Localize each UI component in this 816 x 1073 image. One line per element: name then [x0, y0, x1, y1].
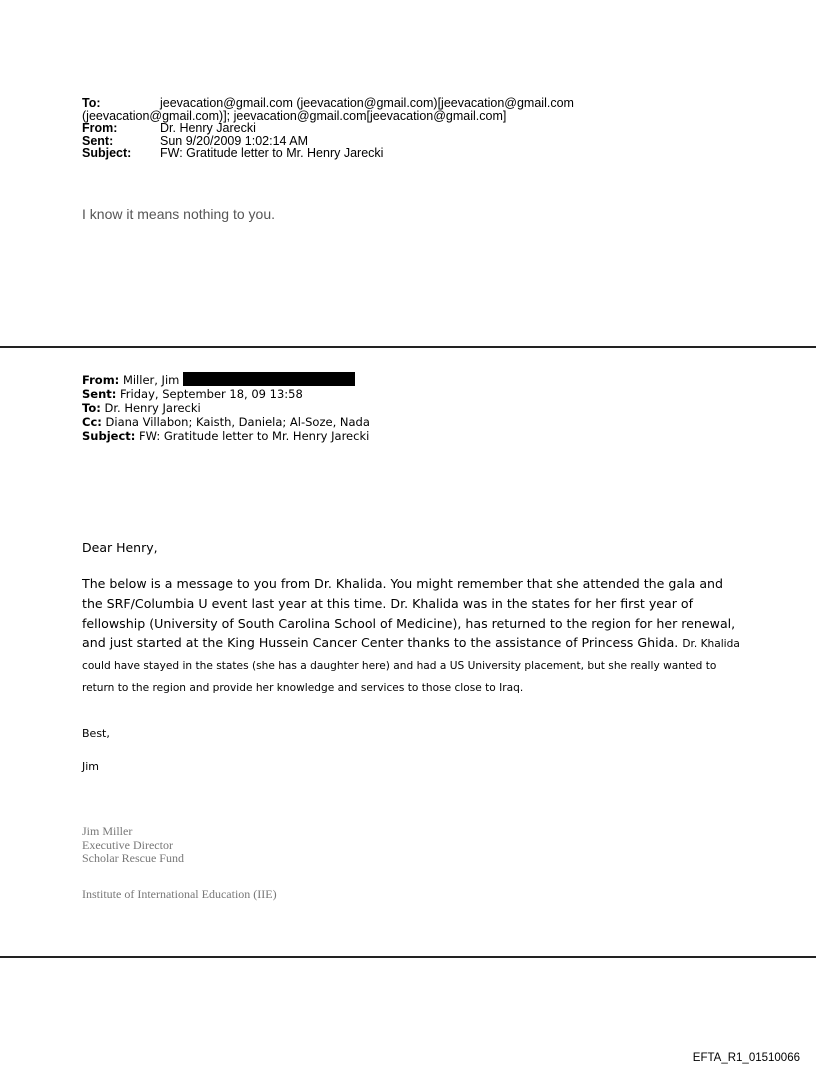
fwd-cc-label: Cc: — [82, 415, 102, 429]
fwd-from-label: From: — [82, 373, 120, 387]
from-value: Dr. Henry Jarecki — [160, 121, 256, 135]
fwd-to-value: Dr. Henry Jarecki — [104, 401, 201, 415]
letter-signer: Jim — [82, 760, 100, 773]
letter-greeting: Dear Henry, — [82, 540, 158, 555]
fwd-to-label: To: — [82, 401, 101, 415]
to-value-continued: (jeevacation@gmail.com)]; jeevacation@gmail.com[jeevacation@gmail.com] — [82, 108, 507, 123]
subject-label: Subject: — [82, 146, 132, 160]
subject-value: FW: Gratitude letter to Mr. Henry Jarecki — [160, 146, 384, 160]
email-body-text: I know it means nothing to you. — [82, 206, 275, 222]
forwarded-header — [82, 372, 370, 443]
fwd-sent-label: Sent: — [82, 387, 117, 401]
signature-name: Jim Miller — [82, 824, 133, 838]
email-header — [82, 97, 782, 160]
redaction-block — [183, 372, 355, 386]
sent-value: Sun 9/20/2009 1:02:14 AM — [160, 133, 309, 148]
fwd-subject-row — [82, 429, 370, 443]
section-divider — [0, 346, 816, 348]
signature-org: Scholar Rescue Fund — [82, 851, 184, 865]
letter-paragraph-main: The below is a message to you from Dr. Khalida. You might remember that she attended the gala and the SRF/Columbia U event last year at this time. Dr. Khalida was in the states for her first year of fellowship (University of South Carolina School of Medicine), has returned to the region for her renewal, and just started at the King Hussein Cancer Center thanks to the assistance of Princess Ghida. — [82, 576, 736, 651]
fwd-cc-value: Diana Villabon; Kaisth, Daniela; Al-Soze, Nada — [105, 415, 370, 429]
fwd-sent-row — [82, 387, 370, 401]
from-label: From: — [82, 121, 118, 135]
signature-title: Executive Director — [82, 837, 173, 852]
signature-institute: Institute of International Education (IIE) — [82, 887, 277, 901]
letter-closing: Best, — [82, 727, 110, 740]
fwd-cc-row — [82, 415, 370, 429]
document-id: EFTA_R1_01510066 — [692, 1052, 800, 1064]
fwd-from-value: Miller, Jim — [122, 373, 180, 387]
sent-label: Sent: — [82, 133, 114, 148]
fwd-from-row — [82, 372, 370, 387]
subject-row — [82, 147, 782, 160]
letter-paragraph-small: Dr. Khalida could have stayed in the states (she has a daughter here) and had a US University placement, but she really wanted to return to the region and provide her knowledge and services to those close to Iraq. — [82, 638, 740, 694]
to-label: To: — [82, 96, 101, 110]
fwd-subject-value: FW: Gratitude letter to Mr. Henry Jarecki — [139, 429, 370, 443]
fwd-subject-label: Subject: — [82, 429, 136, 443]
signature-block — [82, 825, 184, 866]
to-value: jeevacation@gmail.com (jeevacation@gmail.com)[jeevacation@gmail.com — [160, 96, 574, 110]
letter-paragraph — [82, 574, 742, 699]
fwd-to-row — [82, 401, 370, 415]
fwd-sent-value: Friday, September 18, 09 13:58 — [120, 387, 303, 401]
section-divider-bottom — [0, 956, 816, 958]
